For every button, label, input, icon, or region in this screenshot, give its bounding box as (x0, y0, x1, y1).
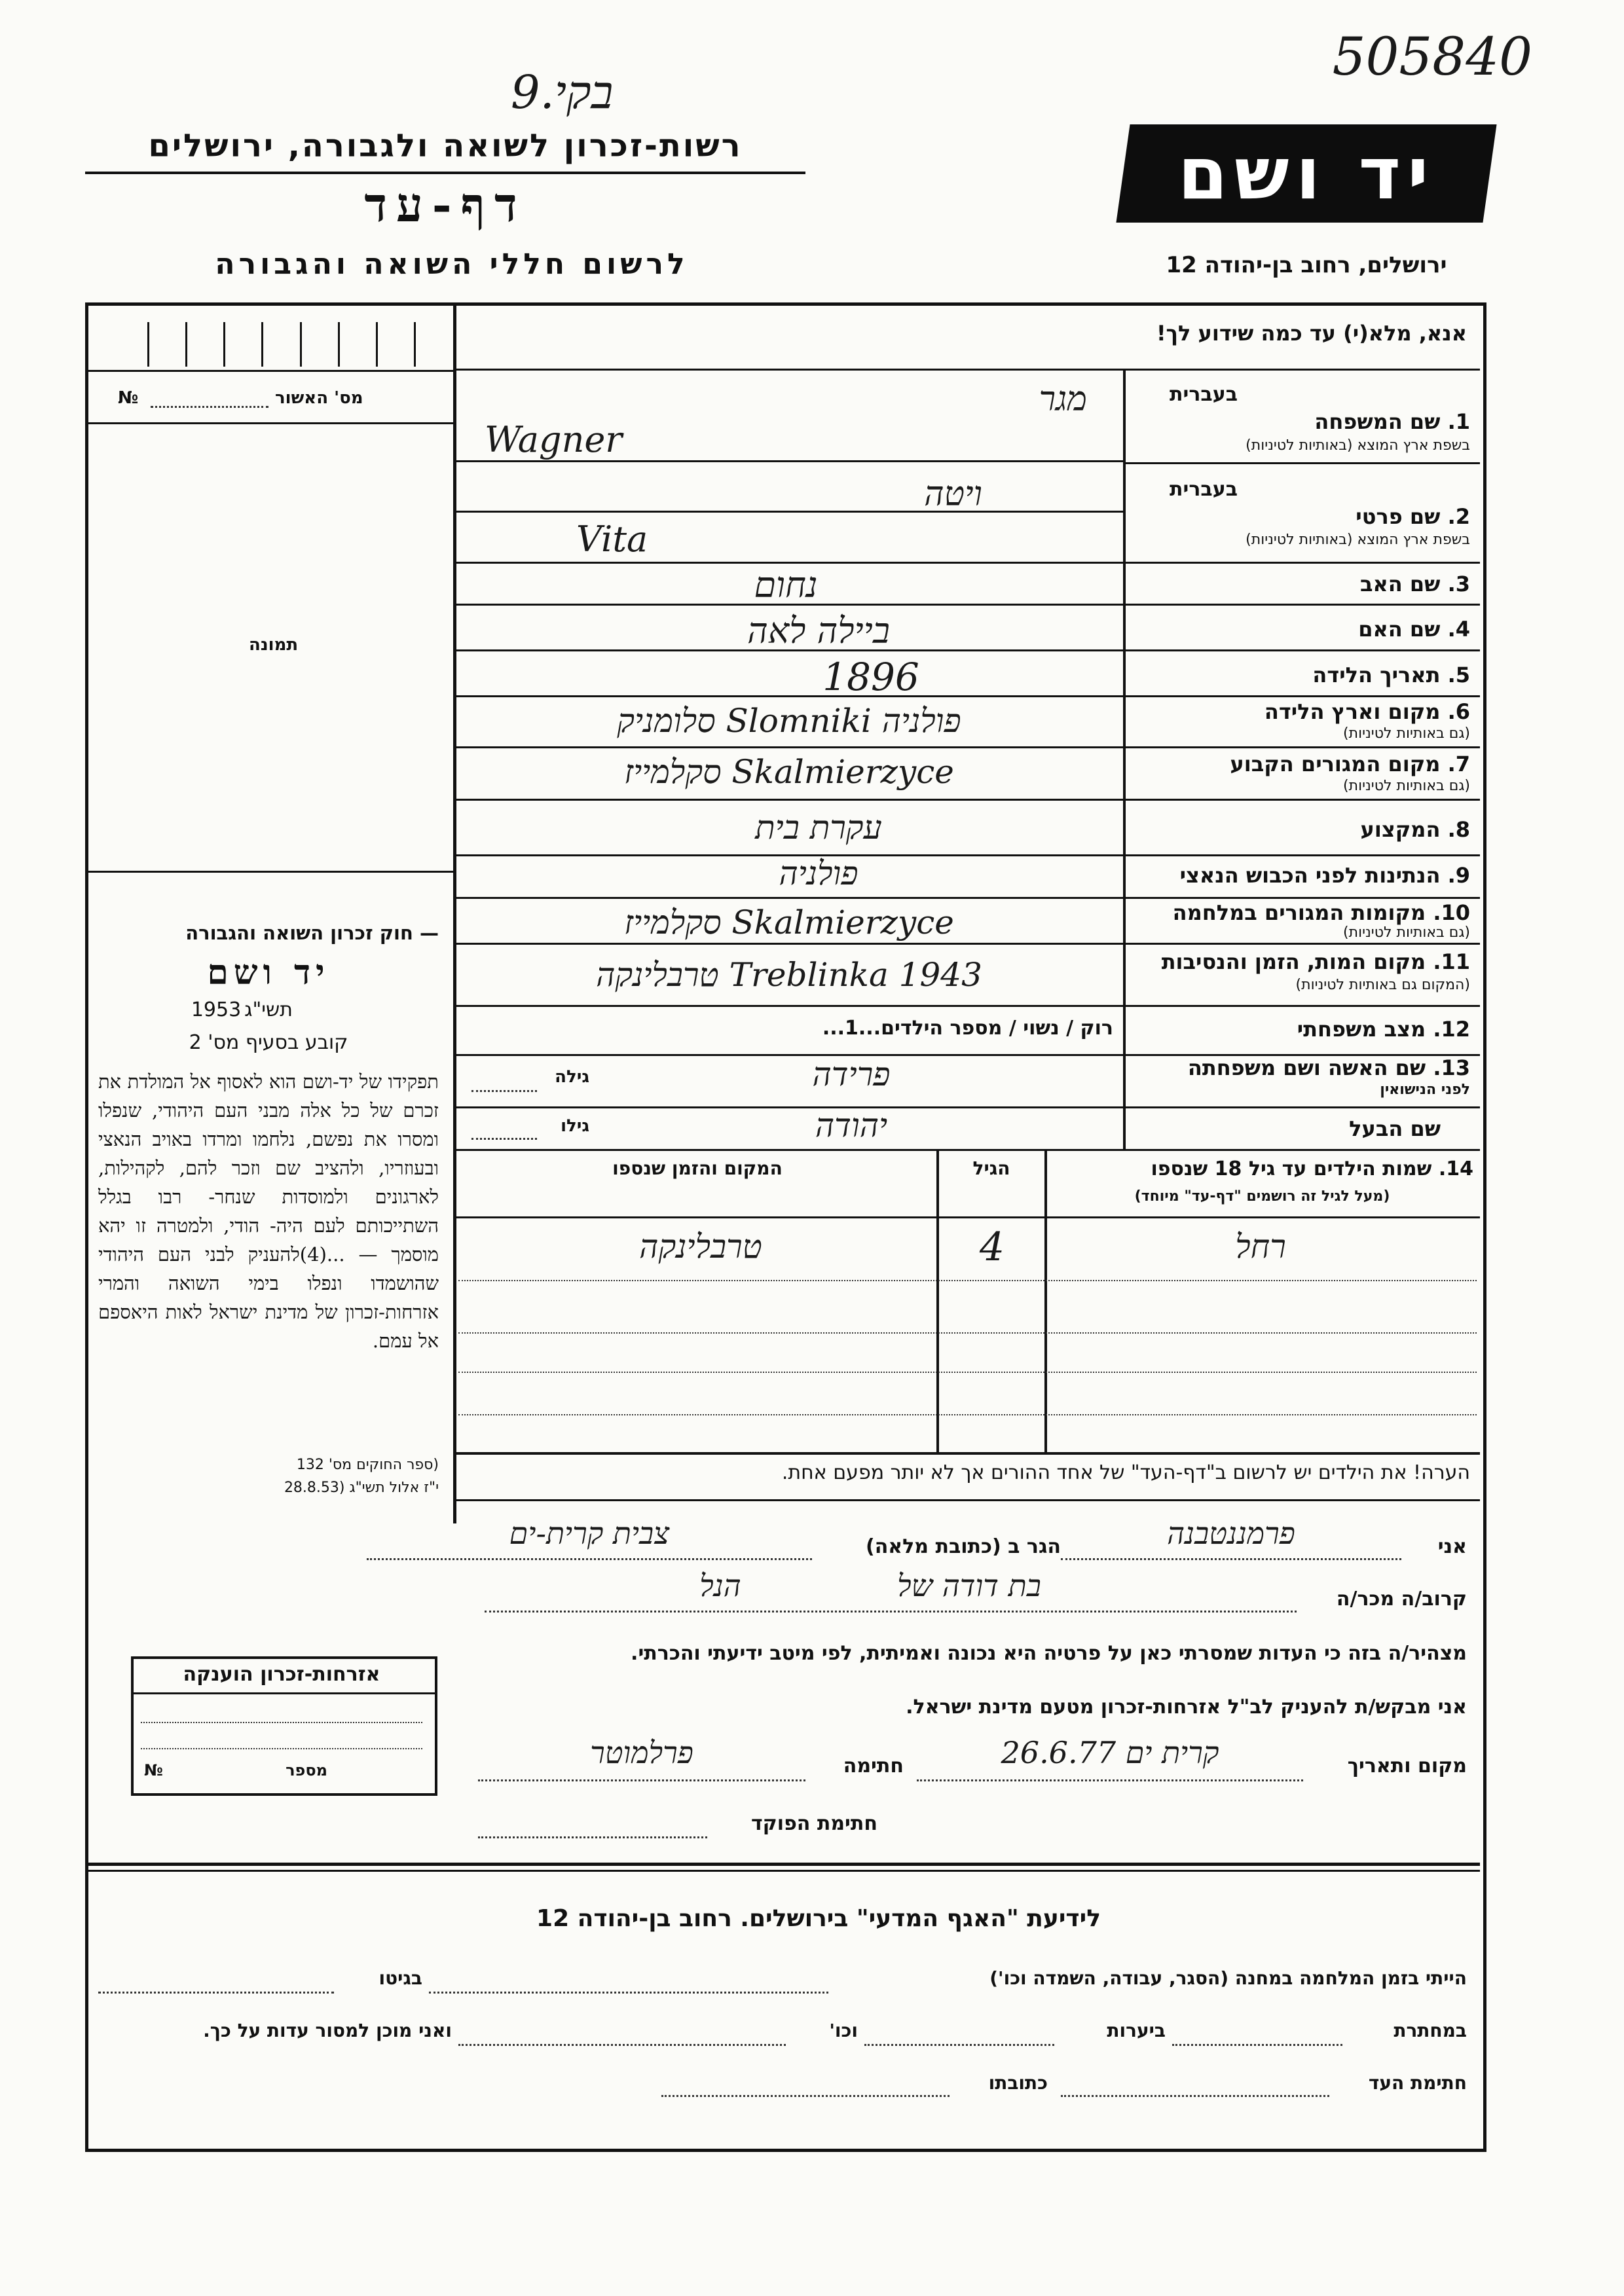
form-subtitle: לרשום חללי השואה והגבורה (215, 247, 689, 281)
children-row-line (458, 1414, 1477, 1415)
place-date-value[interactable]: קרית ים 26.6.77 (1001, 1735, 1219, 1770)
footer-rule-2 (88, 1870, 1480, 1872)
field-13-age-label: גילה (555, 1067, 589, 1087)
field-11-label: 11. מקום המות, הזמן והנסיבות (1161, 949, 1470, 974)
field-1-note: בשפת ארץ המוצא (באותיות לטיניות) (1246, 437, 1470, 454)
field-8-label: 8. המקצוע (1360, 817, 1470, 842)
law-ref-1: (ספר החוקים מס' 132 (296, 1457, 439, 1473)
law-text: תפקידו של יד-ושם הוא לאסוף אל המולדת את זכרם של כל אלה מבני העם היהודי, שנפלו ומסרו את נפשם, נלחמו ומרדו באויב הנאצי ובעוזריו, ולהציב שם וזכר להם, לקהילות, לארגונים ולמוסדות שנחר- רבו בגלל השתייכותם לעם היה- הודי, ולמטרה זו יהא מוסמך — ...(4)להעניק לבני העם היהודי שהושמדו ונפלו בימי השואה והמרי אזרחות-זכרון של מדינת ישראל לאות היאספם אל עמם. (98, 1070, 439, 1352)
row-rule (456, 943, 1480, 945)
field-1-label: 1. שם המשפחה (1314, 409, 1470, 434)
declarant-relative-label: קרוב/ה מכר/ה (1336, 1588, 1467, 1611)
photo-label: תמונה (249, 635, 299, 655)
field-6-note: (גם באותיות לטיניות) (1343, 725, 1470, 742)
authority-line: רשות-זכרון לשואה ולגבורה, ירושלים (148, 128, 743, 164)
declarant-relation-line (485, 1611, 1297, 1613)
row-rule (456, 1149, 1480, 1151)
field-13-age-line[interactable] (471, 1090, 537, 1092)
field-7-label: 7. מקום המגורים הקבוע (1230, 752, 1470, 776)
law-name: יד ושם (207, 953, 330, 993)
photo-bottom-rule (88, 871, 453, 873)
field-11-value[interactable]: Treblinka 1943 טרבלינקה (596, 956, 982, 994)
field-1-sub: בעברית (1170, 383, 1238, 406)
footer-etc-line[interactable] (458, 2044, 786, 2046)
footer-ghetto-line[interactable] (98, 1992, 334, 1994)
photo-top-rule (88, 422, 453, 424)
law-title: — חוק זכרון השואה והגבורה (185, 922, 439, 944)
footer-camp-line[interactable] (429, 1992, 828, 1994)
field-3-label: 3. שם האב (1359, 572, 1470, 596)
children-col-age: הגיל (972, 1157, 1010, 1179)
footer-address-label: כתובתו (988, 2072, 1048, 2094)
declarant-relation[interactable]: בת דודה של (897, 1568, 1041, 1603)
children-note: (מעל לגיל זה רושמים "דף-עד" מיוחד) (1134, 1188, 1390, 1205)
field-10-note: (גם באותיות לטיניות) (1343, 924, 1470, 941)
field-9-label: 9. הנתינות לפני הכבוש הנאצי (1179, 863, 1470, 888)
row-rule (456, 799, 1480, 801)
law-ref-2: י"ז אלול תשי"ג (28.8.53 (284, 1480, 439, 1496)
signature-value[interactable]: פרלמוטר (590, 1735, 693, 1770)
intro-text: אנא, מלא(י) עד כמה שידוע לך! (1156, 321, 1467, 346)
logo-text: יד ושם (1177, 132, 1435, 215)
law-clause: קובע בסעיף מס' 2 (189, 1031, 348, 1054)
declarant-resides-label: הגר ב (כתובת מלאה) (865, 1535, 1061, 1558)
children-col-divider-2 (936, 1151, 939, 1452)
remark-rule (456, 1499, 1480, 1501)
field-9-value[interactable]: פולניה (779, 854, 858, 892)
declaration-text: מצהיר/ה בזה כי העדות שמסרתי כאן על פרטיה היא נכונה ואמיתית, לפי מיטב ידיעתי והכרתי. (631, 1642, 1467, 1665)
children-header-rule (456, 1216, 1480, 1218)
field-1-value-lat[interactable]: Wagner (485, 419, 623, 460)
children-bottom-rule (456, 1452, 1480, 1455)
label-column-divider (1123, 371, 1126, 1150)
footer-forests-label: ביערות (1107, 2020, 1166, 2041)
field-8-value[interactable]: עקרת בית (755, 809, 882, 847)
declarant-address-line (367, 1558, 812, 1560)
signature-line (478, 1779, 805, 1781)
field-13-note: לפני הנישואין (1380, 1082, 1470, 1098)
husband-value[interactable]: יהודה (815, 1106, 888, 1144)
row-rule (456, 1005, 1480, 1007)
footer-witness-signature-line[interactable] (1061, 2095, 1329, 2097)
intro-rule (456, 369, 1480, 371)
official-signature-label: חתימת הפוקד (751, 1812, 877, 1835)
official-signature-line[interactable] (478, 1836, 707, 1838)
tick-boxes (111, 322, 452, 367)
law-year: 1953 (191, 998, 242, 1021)
footer-witness-signature-label: חתימת העד (1368, 2072, 1467, 2094)
footer-title: לידיעת "האגף המדעי" בירושלים. רחוב בן-יהודה 12 (536, 1905, 1101, 1932)
citizenship-box-number: מספר (286, 1761, 327, 1779)
law-year-heb: תשי"ג (244, 998, 293, 1021)
handwritten-note: בקי.9 (511, 65, 614, 119)
citizenship-box-rule (134, 1692, 435, 1694)
footer-forests-line[interactable] (864, 2044, 1054, 2046)
place-date-label: מקום ותאריך (1347, 1755, 1467, 1777)
children-row-line (458, 1332, 1477, 1334)
declarant-relation-suffix[interactable]: הנל (699, 1568, 741, 1603)
field-2-sub: בעברית (1170, 478, 1238, 501)
tick-rule (88, 370, 453, 372)
field-2-label: 2. שם פרטי (1356, 504, 1470, 529)
approval-no-label: מס' האשור (275, 388, 363, 408)
field-10-value[interactable]: Skalmierzyce סקלמייז (624, 903, 954, 941)
footer-line2-end: ואני מוכן למסור עדות על כך. (203, 2020, 452, 2041)
field-5-value[interactable]: 1896 (822, 655, 919, 699)
citizenship-box-title: אזרחות-זכרון הוענקה (183, 1663, 380, 1686)
header-rule (85, 172, 805, 174)
sidebar-divider (453, 306, 456, 1523)
footer-line1-end: בגיטו (378, 1967, 422, 1989)
row-rule (456, 460, 1123, 462)
signature-label: חתימה (843, 1755, 904, 1777)
footer-address-line[interactable] (661, 2095, 950, 2097)
citizenship-box-line (141, 1748, 422, 1749)
field-10-label: 10. מקומות המגורים במלחמה (1172, 900, 1470, 925)
request-text: אני מבקש/ת להעניק לב"ל אזרחות-זכרון מטעם מדינת ישראל. (906, 1696, 1467, 1719)
child-1-name[interactable]: רחל (1235, 1228, 1286, 1266)
husband-label: שם הבעל (1349, 1116, 1441, 1141)
footer-rule-1 (88, 1863, 1480, 1866)
row-rule (1123, 462, 1480, 464)
child-1-place[interactable]: טרבלינקה (639, 1228, 762, 1266)
field-12-label: 12. מצב משפחתי (1297, 1017, 1470, 1042)
footer-line1-start: הייתי בזמן המלחמה במחנה (הסגר, עבודה, השמדה וכו') (989, 1967, 1467, 1989)
declarant-i-label: אני (1437, 1535, 1467, 1558)
footer-underground-label: במחתרת (1393, 2020, 1467, 2041)
place-date-line (917, 1779, 1303, 1781)
remark: הערה! את הילדים יש לרשום ב"דף-העד" של אחד ההורים אך לא יותר מפעם אחת. (781, 1461, 1470, 1484)
field-2-value-lat[interactable]: Vita (576, 519, 648, 560)
citizenship-box-line (141, 1722, 422, 1723)
children-row-line (458, 1280, 1477, 1281)
citizenship-box-sign: № (144, 1761, 163, 1779)
children-row-line (458, 1372, 1477, 1373)
field-6-value[interactable]: פולניה Slomniki סלומניק (617, 702, 961, 740)
field-4-value[interactable]: ביילה לאה (747, 610, 890, 651)
field-13-value[interactable]: פרידה (812, 1055, 891, 1093)
children-col-place: המקום והזמן שנספו (612, 1157, 783, 1179)
approval-no-line[interactable] (151, 406, 268, 408)
field-2-note: בשפת ארץ המוצא (באותיות לטיניות) (1246, 532, 1470, 548)
field-3-value[interactable]: נחום (754, 564, 818, 606)
children-col-divider-1 (1044, 1151, 1047, 1452)
address: ירושלים, רחוב בן-יהודה 12 (1166, 252, 1447, 278)
field-2-value-heb[interactable]: ויטה (924, 475, 982, 514)
declarant-name[interactable]: פרמננטבנה (1167, 1516, 1295, 1551)
husband-age-label: גילו (561, 1116, 589, 1136)
child-1-age[interactable]: 4 (979, 1224, 1005, 1270)
field-13-label: 13. שם האשה ושם משפחתה (1187, 1055, 1470, 1080)
field-1-value-heb[interactable]: מגר (1039, 380, 1087, 419)
footer-etc-label: וכו' (829, 2020, 858, 2041)
declarant-address[interactable]: צבית קרית-ים (509, 1516, 670, 1551)
row-rule (456, 746, 1480, 748)
field-4-label: 4. שם האם (1358, 617, 1470, 642)
form-title: דף-עד (364, 177, 526, 232)
footer-underground-line[interactable] (1172, 2044, 1342, 2046)
children-title: 14. שמות הילדים עד גיל 18 שנספו (1151, 1157, 1473, 1180)
row-rule (456, 562, 1480, 564)
row-rule (456, 897, 1480, 899)
husband-age-line[interactable] (471, 1138, 537, 1140)
field-5-label: 5. תאריך הלידה (1312, 663, 1470, 687)
field-7-note: (גם באותיות לטיניות) (1343, 778, 1470, 794)
declarant-name-line (1061, 1558, 1401, 1560)
row-rule (456, 604, 1480, 606)
field-11-note: (המקום גם באותיות לטיניות) (1295, 977, 1470, 993)
approval-no-sign: № (118, 388, 139, 408)
record-number: 505840 (1332, 26, 1532, 87)
field-12-value[interactable]: רוק / נשוי / מספר הילדים...1... (822, 1017, 1113, 1040)
field-6-label: 6. מקום וארץ הלידה (1264, 699, 1470, 724)
field-7-value[interactable]: Skalmierzyce סקלמייז (624, 753, 954, 791)
